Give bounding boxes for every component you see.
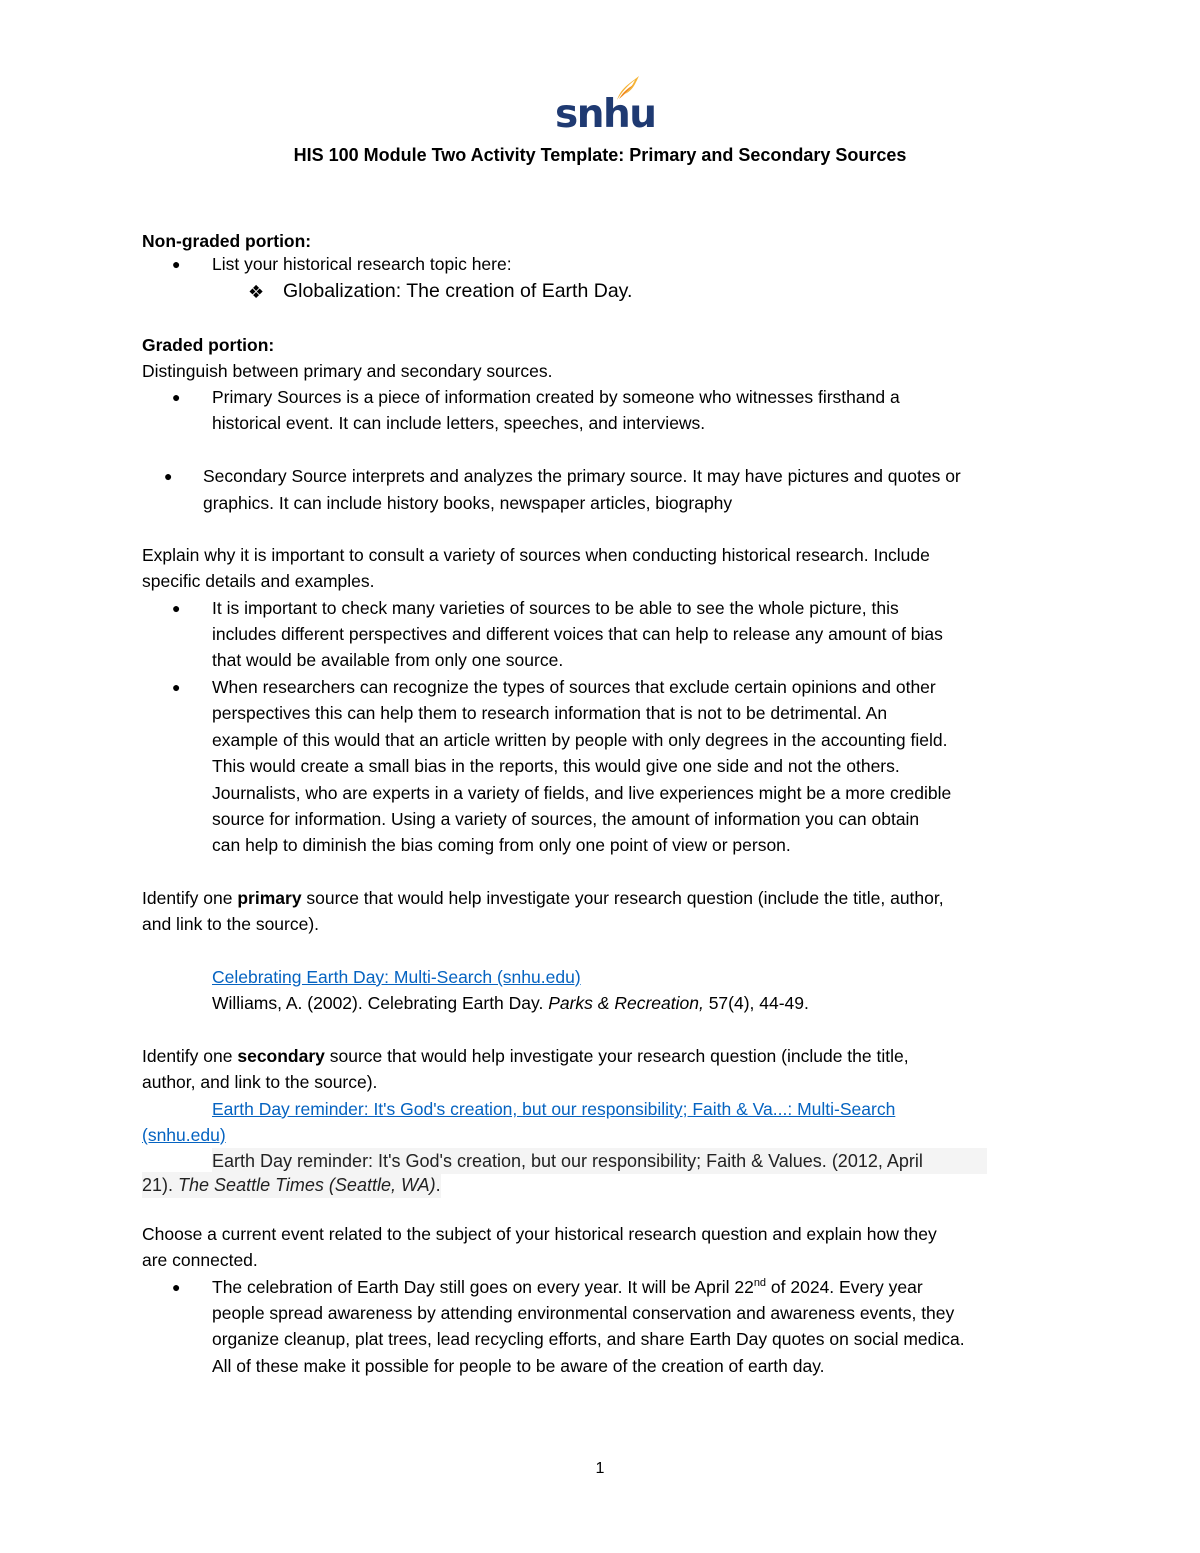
- explain-answer-line: When researchers can recognize the types of sources that exclude certain opinions and other: [212, 677, 936, 697]
- graded-heading: Graded portion:: [142, 335, 275, 355]
- secondary-definition-line: Secondary Source interprets and analyzes the primary source. It may have pictures and quotes or: [203, 466, 961, 486]
- secondary-source-link[interactable]: Earth Day reminder: It's God's creation, but our responsibility; Faith & Va...: Multi-Search: [212, 1099, 896, 1119]
- explain-answer-line: perspectives this can help them to research information that is not to be detrimental. An: [212, 703, 888, 723]
- primary-source-prompt-line2: and link to the source).: [142, 914, 320, 934]
- explain-answer-line: Journalists, who are experts in a variety of fields, and live experiences might be a more credible: [212, 783, 952, 803]
- bullet-icon: ●: [172, 256, 181, 272]
- primary-source-link[interactable]: Celebrating Earth Day: Multi-Search (snhu.edu): [212, 967, 581, 987]
- bullet-icon: ●: [172, 389, 181, 405]
- research-topic: Globalization: The creation of Earth Day.: [283, 280, 633, 302]
- current-event-answer-line: The celebration of Earth Day still goes on every year. It will be April 22nd of 2024. Every year: [212, 1277, 923, 1297]
- bullet-icon: ●: [172, 679, 181, 695]
- primary-definition-line: historical event. It can include letters, speeches, and interviews.: [212, 413, 706, 433]
- logo-wordmark: snhu: [555, 92, 656, 137]
- diamond-bullet-icon: ❖: [248, 282, 265, 302]
- page-number: 1: [595, 1460, 605, 1477]
- explain-answer-line: can help to diminish the bias coming from only one point of view or person.: [212, 835, 791, 855]
- explain-prompt-line: Explain why it is important to consult a variety of sources when conducting historical research. Include: [142, 545, 930, 565]
- page-title: HIS 100 Module Two Activity Template: Primary and Secondary Sources: [293, 145, 907, 165]
- current-event-answer-line: All of these make it possible for people to be aware of the creation of earth day.: [212, 1356, 825, 1376]
- topic-prompt: List your historical research topic here:: [212, 254, 512, 274]
- bullet-icon: ●: [164, 468, 173, 484]
- secondary-source-prompt: Identify one secondary source that would help investigate your research question (include the title,: [142, 1046, 909, 1066]
- snhu-logo: [555, 74, 656, 137]
- explain-answer-line: This would create a small bias in the reports, this would give one side and not the others.: [212, 756, 900, 776]
- secondary-source-citation-line1: Earth Day reminder: It's God's creation, but our responsibility; Faith & Values. (2012, April: [212, 1148, 987, 1174]
- bullet-icon: ●: [172, 1279, 181, 1295]
- current-event-answer-line: people spread awareness by attending environmental conservation and awareness events, they: [212, 1303, 955, 1323]
- primary-source-citation: Williams, A. (2002). Celebrating Earth Day. Parks & Recreation, 57(4), 44-49.: [212, 993, 809, 1013]
- bullet-icon: ●: [172, 600, 181, 616]
- primary-source-prompt: Identify one primary source that would help investigate your research question (include the title, author,: [142, 888, 944, 908]
- secondary-source-prompt-line2: author, and link to the source).: [142, 1072, 378, 1092]
- secondary-source-link-continued[interactable]: (snhu.edu): [142, 1125, 226, 1145]
- current-event-answer-line: organize cleanup, plat trees, lead recycling efforts, and share Earth Day quotes on social medica.: [212, 1329, 965, 1349]
- distinguish-prompt: Distinguish between primary and secondary sources.: [142, 361, 553, 381]
- current-event-prompt-line: are connected.: [142, 1250, 258, 1270]
- explain-answer-line: that would be available from only one source.: [212, 650, 564, 670]
- current-event-prompt-line: Choose a current event related to the subject of your historical research question and explain how they: [142, 1224, 937, 1244]
- secondary-source-citation-line2: 21). The Seattle Times (Seattle, WA).: [142, 1172, 441, 1198]
- secondary-definition-line: graphics. It can include history books, newspaper articles, biography: [203, 493, 733, 513]
- explain-answer-line: It is important to check many varieties of sources to be able to see the whole picture, this: [212, 598, 899, 618]
- explain-answer-line: source for information. Using a variety of sources, the amount of information you can obtain: [212, 809, 920, 829]
- explain-answer-line: includes different perspectives and different voices that can help to release any amount of bias: [212, 624, 943, 644]
- explain-prompt-line: specific details and examples.: [142, 571, 375, 591]
- nongraded-heading: Non-graded portion:: [142, 231, 312, 251]
- explain-answer-line: example of this would that an article written by people with only degrees in the accounting field.: [212, 730, 948, 750]
- primary-definition-line: Primary Sources is a piece of information created by someone who witnesses firsthand a: [212, 387, 900, 407]
